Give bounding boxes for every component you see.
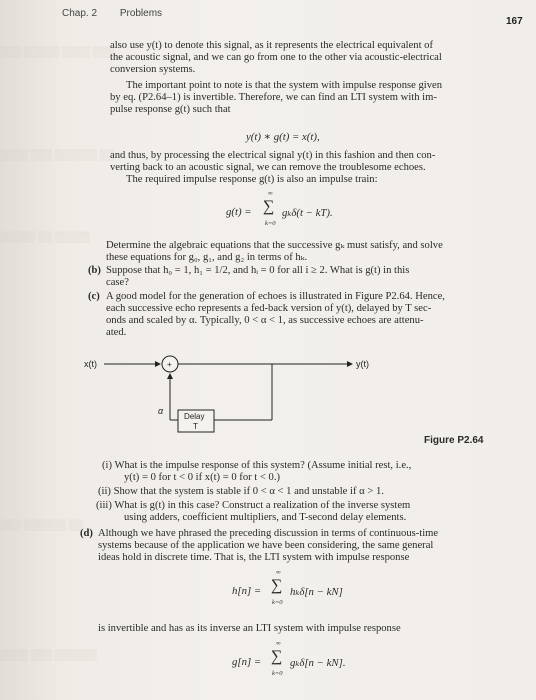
text-line: using adders, coefficient multipliers, and T-second delay elements. <box>124 512 407 523</box>
summation-symbol: ∑ <box>271 648 283 665</box>
text-line: verting back to an acoustic signal, we can remove the troublesome echoes. <box>110 162 426 173</box>
output-label: y(t) <box>356 359 369 369</box>
text-line: case? <box>106 277 129 288</box>
text-line: ated. <box>106 327 127 338</box>
part-c-label: (c) <box>88 291 100 302</box>
bleed-through-text: ▒▒▒▒ ▒▒▒ ▒▒▒▒▒▒ <box>0 650 98 661</box>
sum-upper-limit: ∞ <box>268 190 273 197</box>
equation-convolution: y(t) ∗ g(t) = x(t), <box>246 131 320 143</box>
equation-lhs: h[n] = <box>232 585 262 597</box>
text-line: (iii) What is g(t) in this case? Construct a realization of the inverse system <box>96 500 411 511</box>
text-line: and thus, by processing the electrical signal y(t) in this fashion and then con- <box>110 150 436 161</box>
sum-upper-limit: ∞ <box>276 640 281 647</box>
bleed-through-text: ▒▒▒ ▒▒▒▒▒▒ ▒▒ <box>0 520 83 531</box>
delay-param: T <box>193 422 198 431</box>
equation-lhs: g(t) = <box>226 206 252 218</box>
text-line: is invertible and has as its inverse an LTI system with impulse response <box>98 623 401 634</box>
text-line: ideas hold in discrete time. That is, the LTI system with impulse response <box>98 552 410 563</box>
bleed-through-text: ▒▒▒▒▒ ▒▒ ▒▒▒▒▒ <box>0 232 91 243</box>
sum-upper-limit: ∞ <box>276 569 281 576</box>
text-line: y(t) = 0 for t < 0 if x(t) = 0 for t < 0.) <box>124 472 280 483</box>
gain-label: α <box>158 406 164 416</box>
text-line: also use y(t) to denote this signal, as it represents the electrical equivalent of <box>110 40 434 51</box>
chapter-label: Chap. 2 <box>62 8 98 19</box>
equation-lhs: g[n] = <box>232 656 262 668</box>
sum-lower-limit: k=0 <box>272 670 283 677</box>
running-header <box>62 8 182 19</box>
text-line: (i) What is the impulse response of this system? (Assume initial rest, i.e., <box>102 460 412 471</box>
delay-label: Delay <box>184 412 205 421</box>
part-d-label: (d) <box>80 528 93 539</box>
summation-symbol: ∑ <box>271 577 283 594</box>
text-line: onds and scaled by α. Typically, 0 < α < 1, as successive echoes are attenu- <box>106 315 424 326</box>
equation-rhs: gₖδ[n − kN]. <box>290 657 346 669</box>
text-line: The required impulse response g(t) is also an impulse train: <box>126 174 378 185</box>
equation-rhs: gₖδ(t − kT). <box>282 207 333 219</box>
text-line: Suppose that h₀ = 1, h₁ = 1/2, and hᵢ = 0 for all i ≥ 2. What is g(t) in this <box>106 265 410 276</box>
page-number: 167 <box>506 16 523 27</box>
section-label: Problems <box>119 8 163 19</box>
text-line: Determine the algebraic equations that the successive gₖ must satisfy, and solve <box>106 240 443 251</box>
adder-sign: + <box>167 360 172 369</box>
text-line: pulse response g(t) such that <box>110 104 231 115</box>
bleed-through-text: ▒▒▒ ▒▒▒▒▒ ▒▒▒▒ ▒▒▒ <box>0 47 114 58</box>
input-label: x(t) <box>84 359 97 369</box>
text-line: (ii) Show that the system is stable if 0 < α < 1 and unstable if α > 1. <box>98 486 384 497</box>
figure-caption: Figure P2.64 <box>424 435 484 446</box>
part-b-label: (b) <box>88 265 101 276</box>
text-line: each successive echo represents a fed-back version of y(t), delayed by T sec- <box>106 303 432 314</box>
sum-lower-limit: k=0 <box>265 220 276 227</box>
text-line: A good model for the generation of echoes is illustrated in Figure P2.64. Hence, <box>106 291 445 302</box>
sum-lower-limit: k=0 <box>272 599 283 606</box>
text-line: Although we have phrased the preceding discussion in terms of continuous-time <box>98 528 439 539</box>
text-line: these equations for g₀, g₁, and g₂ in terms of hₖ. <box>106 252 308 263</box>
text-line: systems because of the application we have been considering, the same general <box>98 540 434 551</box>
summation-symbol: ∑ <box>263 198 275 215</box>
text-line: the acoustic signal, and we can go from one to the other via acoustic-electrical <box>110 52 442 63</box>
equation-rhs: hₖδ[n − kN] <box>290 586 343 598</box>
text-line: by eq. (P2.64–1) is invertible. Therefore, we can find an LTI system with im- <box>110 92 437 103</box>
text-line: conversion systems. <box>110 64 196 75</box>
bleed-through-text: ▒▒▒▒ ▒▒▒ ▒▒▒▒▒▒ ▒▒ <box>0 150 114 161</box>
text-line: The important point to note is that the system with impulse response given <box>126 80 443 91</box>
